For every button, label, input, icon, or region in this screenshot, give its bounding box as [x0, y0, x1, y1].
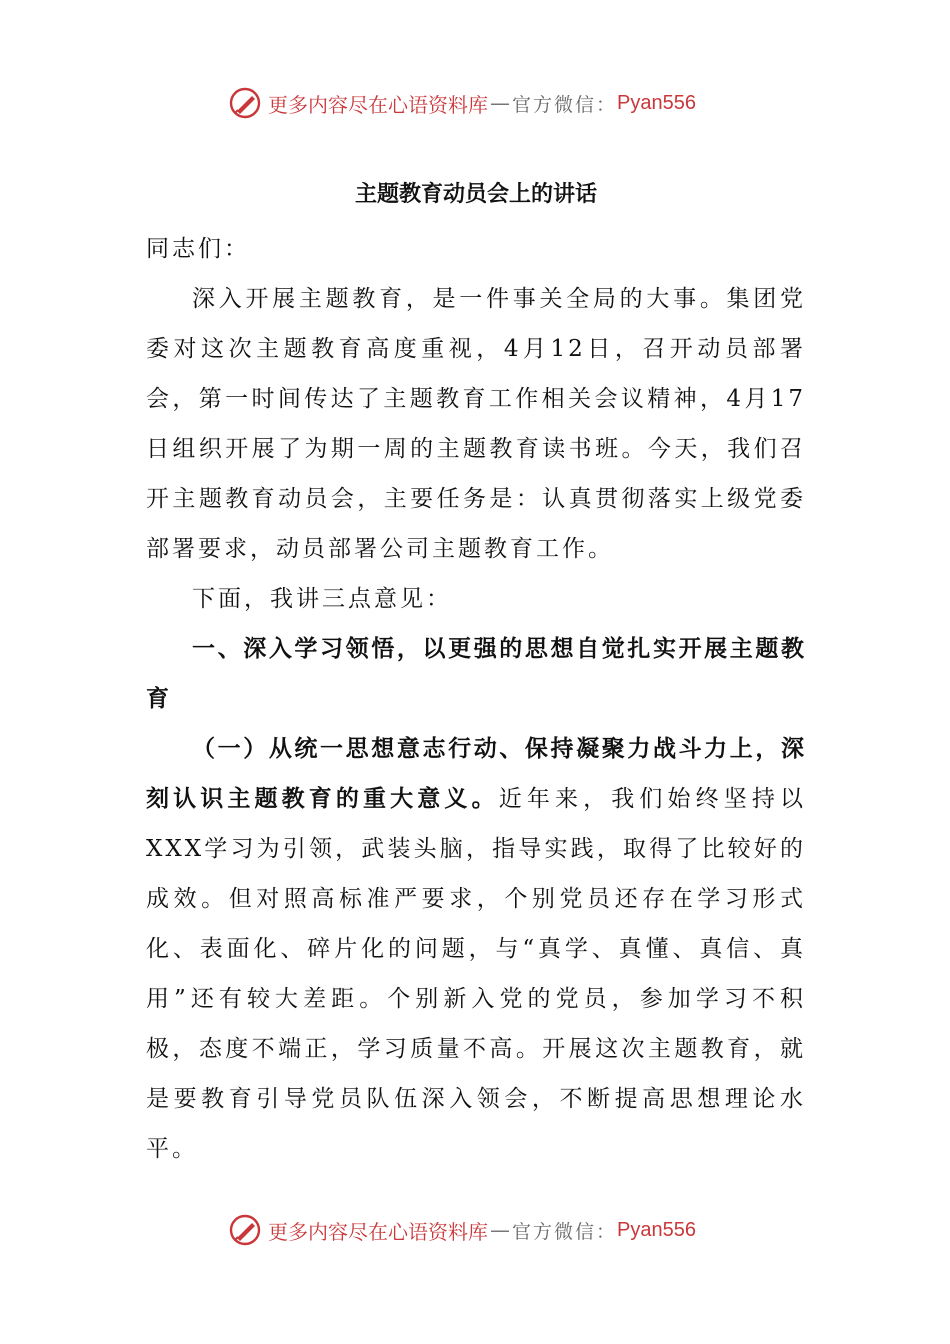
watermark-label: 官方微信：: [512, 93, 618, 116]
watermark-label: 官方微信：: [512, 1220, 618, 1243]
section-heading-1: 一、深入学习领悟，以更强的思想自觉扎实开展主题教育: [146, 636, 806, 712]
document-body: [146, 172, 806, 1174]
quill-logo-icon: [228, 1213, 262, 1247]
watermark-wechat-id: Pyan556: [617, 91, 696, 114]
document-title: 主题教育动员会上的讲话: [354, 181, 597, 207]
watermark-brand: 更多内容尽在心语资料库: [268, 1219, 488, 1244]
watermark-banner-top: [228, 83, 748, 123]
subsection-1-heading: （一）从统一思想意志行动、保持凝聚力战斗力上，深刻认识主题教育的重大意义。: [146, 736, 806, 812]
salutation: 同志们：: [146, 236, 250, 262]
paragraph-intro: 深入开展主题教育，是一件事关全局的大事。集团党委对这次主题教育高度重视，4月12日，召开动员部署会，第一时间传达了主题教育工作相关会议精神，4月17日组织开展了为期一周的主题教育读书班。今天，我们召开主题教育动员会，主要任务是：认真贯彻落实上级党委部署要求，动员部署公司主题教育工作。: [146, 286, 806, 562]
watermark-separator: —: [490, 1218, 510, 1242]
watermark-banner-bottom: [228, 1210, 748, 1250]
watermark-wechat-id: Pyan556: [617, 1218, 696, 1241]
paragraph-outline: 下面，我讲三点意见：: [192, 586, 452, 612]
subsection-1-text: 近年来，我们始终坚持以XXX学习为引领，武装头脑，指导实践，取得了比较好的成效。但对照高标准严要求，个别党员还存在学习形式化、表面化、碎片化的问题，与“真学、真懂、真信、真用”还有较大差距。个别新入党的党员，参加学习不积极，态度不端正，学习质量不高。开展这次主题教育，就是要教育引导党员队伍深入领会，不断提高思想理论水平。: [146, 786, 807, 1162]
subsection-1: [146, 724, 806, 1174]
quill-logo-icon: [228, 86, 262, 120]
watermark-brand: 更多内容尽在心语资料库: [268, 92, 488, 117]
watermark-separator: —: [490, 91, 510, 115]
